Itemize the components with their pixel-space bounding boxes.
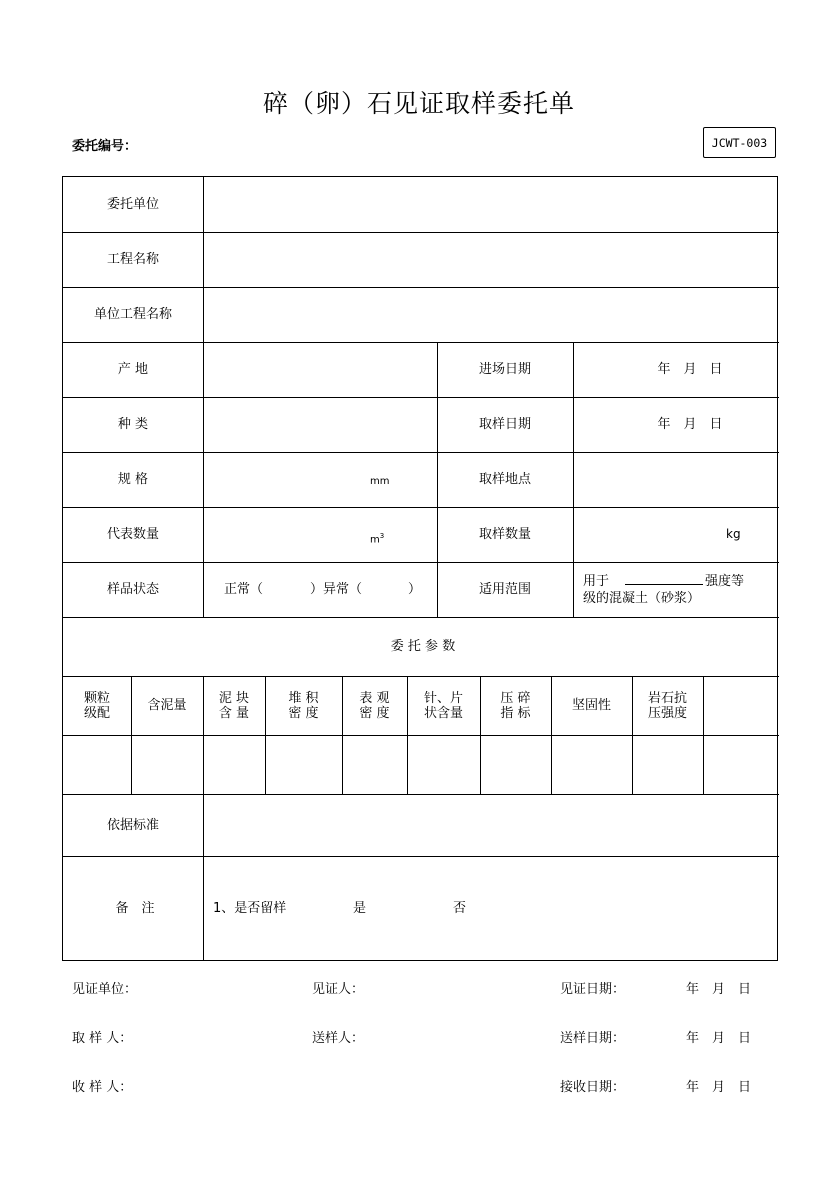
param-col-particle-grading bbox=[63, 676, 131, 735]
form-code-box: JCWT-003 bbox=[703, 127, 776, 158]
client-unit-label: 委托单位 bbox=[106, 197, 159, 212]
sampler-label: 取 样 人： bbox=[72, 1031, 133, 1046]
sample-state-label: 样品状态 bbox=[106, 582, 159, 597]
param-col-soundness bbox=[551, 676, 632, 735]
form-table bbox=[62, 176, 778, 961]
param-line: 颗粒 bbox=[83, 690, 110, 706]
strength-grade-blank[interactable] bbox=[625, 572, 703, 585]
param-line: 密 度 bbox=[359, 705, 390, 721]
spec-field[interactable] bbox=[204, 452, 437, 507]
arrival-date-field[interactable]: 年 月 日 bbox=[657, 362, 723, 377]
sampling-date-label: 取样日期 bbox=[478, 417, 531, 432]
witness-label: 见证人： bbox=[312, 982, 365, 997]
project-name-field[interactable] bbox=[204, 232, 779, 287]
arrival-date-label: 进场日期 bbox=[478, 362, 531, 377]
category-field[interactable] bbox=[204, 397, 437, 452]
project-name-label: 工程名称 bbox=[106, 252, 159, 267]
param-line: 针、片 bbox=[423, 690, 463, 706]
witness-date-label: 见证日期： bbox=[560, 982, 626, 997]
spec-unit: mm bbox=[370, 476, 390, 487]
rep-quantity-unit bbox=[370, 529, 384, 547]
retain-sample-question: 1、是否留样 bbox=[213, 901, 287, 916]
client-unit-field[interactable] bbox=[204, 177, 779, 232]
param-line: 泥 块 bbox=[218, 690, 250, 706]
standard-label: 依据标准 bbox=[106, 817, 159, 833]
sample-quantity-label: 取样数量 bbox=[478, 527, 531, 542]
send-date-value: 年 月 日 bbox=[686, 1031, 752, 1046]
receive-date-value: 年 月 日 bbox=[686, 1080, 752, 1095]
param-value-cell[interactable] bbox=[703, 735, 779, 794]
state-normal-text: 正常（ bbox=[224, 582, 264, 597]
param-col-mud-content bbox=[131, 676, 203, 735]
param-line: 级配 bbox=[83, 705, 110, 721]
param-value-cell[interactable] bbox=[203, 735, 265, 794]
param-col-apparent-density bbox=[342, 676, 407, 735]
remarks-label: 备 注 bbox=[115, 901, 155, 916]
param-value-cell[interactable] bbox=[342, 735, 407, 794]
serial-number-label: 委托编号： bbox=[72, 139, 138, 154]
receive-date-label: 接收日期： bbox=[560, 1080, 626, 1095]
standard-field[interactable] bbox=[204, 794, 779, 856]
param-value-cell[interactable] bbox=[265, 735, 342, 794]
param-value-cell[interactable] bbox=[131, 735, 203, 794]
param-col-rock-strength bbox=[632, 676, 703, 735]
category-label: 种 类 bbox=[117, 417, 149, 432]
scope-field bbox=[574, 562, 779, 617]
rep-quantity-label: 代表数量 bbox=[106, 527, 159, 542]
scope-suffix: 级的混凝土（砂浆） bbox=[583, 591, 701, 606]
sampling-location-label: 取样地点 bbox=[478, 472, 531, 487]
unit-project-name-label: 单位工程名称 bbox=[93, 307, 172, 322]
receiver-label: 收 样 人： bbox=[72, 1080, 133, 1095]
state-abnormal-text: ）异常（ bbox=[310, 582, 363, 597]
param-line: 表 观 bbox=[359, 690, 390, 706]
param-line: 坚固性 bbox=[571, 698, 611, 713]
scope-line-1 bbox=[583, 572, 744, 589]
param-line: 压 碎 bbox=[500, 690, 531, 706]
param-col-clay-lump bbox=[203, 676, 265, 735]
origin-label: 产 地 bbox=[117, 362, 149, 377]
scope-mid: 强度等 bbox=[705, 574, 745, 589]
param-line: 堆 积 bbox=[288, 690, 319, 706]
params-header: 委 托 参 数 bbox=[390, 639, 456, 654]
witness-date-value: 年 月 日 bbox=[686, 982, 752, 997]
scope-label: 适用范围 bbox=[478, 582, 531, 597]
unit-project-name-field[interactable] bbox=[204, 287, 779, 342]
param-line: 含泥量 bbox=[147, 698, 187, 713]
param-line: 指 标 bbox=[500, 705, 531, 721]
remarks-field bbox=[204, 856, 779, 961]
param-col-flaky-content bbox=[407, 676, 480, 735]
param-line: 密 度 bbox=[288, 705, 319, 721]
rep-quantity-field[interactable] bbox=[204, 507, 437, 562]
param-value-cell[interactable] bbox=[551, 735, 632, 794]
state-close-text: ） bbox=[408, 582, 422, 597]
param-value-cell[interactable] bbox=[63, 735, 131, 794]
param-line: 状含量 bbox=[423, 705, 463, 721]
unit-base: m bbox=[370, 534, 380, 546]
sampling-date-field[interactable]: 年 月 日 bbox=[657, 417, 723, 432]
sample-state-field bbox=[204, 562, 437, 617]
sample-quantity-field[interactable] bbox=[574, 507, 779, 562]
param-line: 岩石抗 bbox=[647, 690, 687, 706]
param-value-cell[interactable] bbox=[632, 735, 703, 794]
retain-no-option[interactable]: 否 bbox=[453, 901, 467, 916]
param-line: 含 量 bbox=[218, 705, 250, 721]
param-col-crushing-index bbox=[480, 676, 551, 735]
origin-field[interactable] bbox=[204, 342, 437, 397]
param-value-cell[interactable] bbox=[480, 735, 551, 794]
witness-unit-label: 见证单位： bbox=[72, 982, 138, 997]
unit-exponent: 3 bbox=[379, 532, 385, 540]
scope-prefix: 用于 bbox=[583, 574, 610, 589]
sampling-location-field[interactable] bbox=[574, 452, 779, 507]
retain-yes-option[interactable]: 是 bbox=[353, 901, 367, 916]
form-title: 碎（卵）石见证取样委托单 bbox=[262, 89, 575, 118]
sender-label: 送样人： bbox=[312, 1031, 365, 1046]
send-date-label: 送样日期： bbox=[560, 1031, 626, 1046]
param-value-cell[interactable] bbox=[407, 735, 480, 794]
sample-quantity-unit: kg bbox=[726, 527, 741, 541]
param-col-bulk-density bbox=[265, 676, 342, 735]
spec-label: 规 格 bbox=[117, 472, 149, 487]
param-line: 压强度 bbox=[647, 705, 687, 721]
